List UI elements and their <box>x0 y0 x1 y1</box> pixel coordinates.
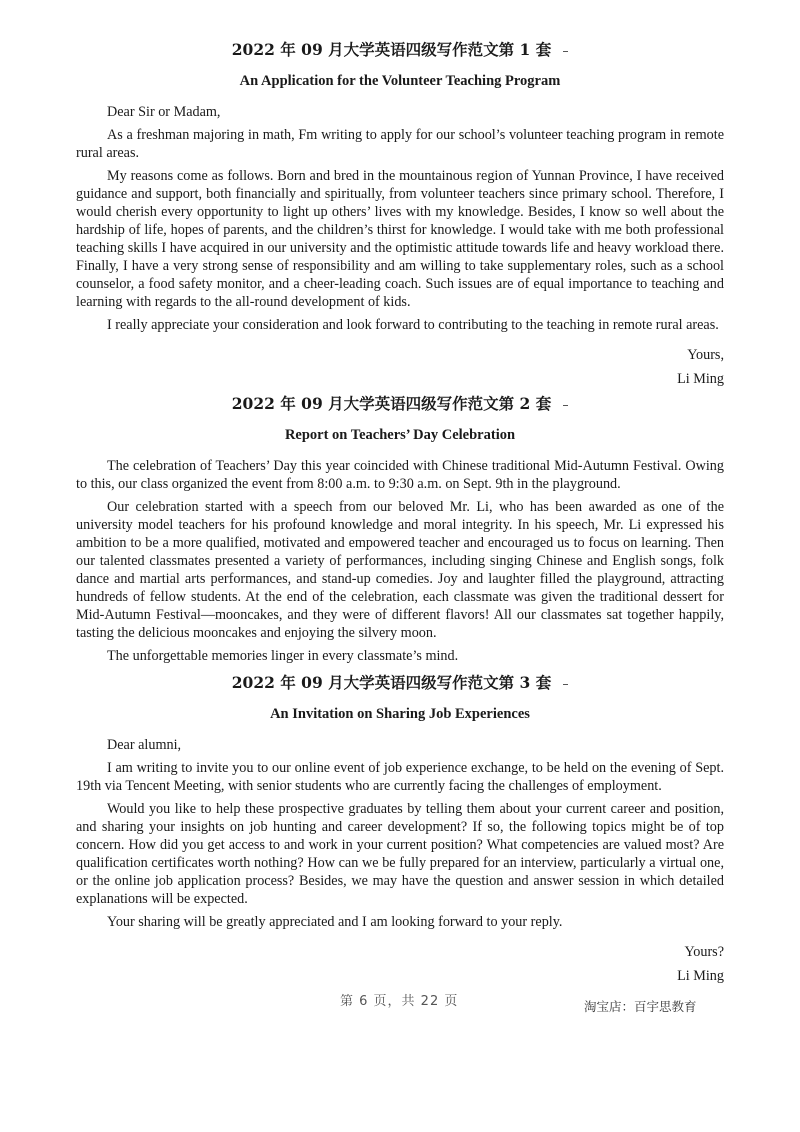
paragraph: The unforgettable memories linger in every classmate’s mind. <box>107 648 459 664</box>
salutation-1: Dear Sir or Madam, <box>107 104 221 120</box>
document-page <box>76 40 724 991</box>
paragraph: As a freshman majoring in math, Fm writing to apply for our school’s volunteer teaching program in remote rural areas. <box>76 127 724 161</box>
paragraph: My reasons come as follows. Born and bred in the mountainous region of Yunnan Province, I have received guidance and support, both financially and spiritually, from volunteer teachers since primary school. Therefore, I would cherish every opportunity to light up others’ lives with my knowledge. Besides, I know so well about the hardship of life, hopes of parents, and the children’s thirst for knowledge. I would take with me both professional teaching skills I have acquired in our university and the optimistic attitude towards life and heavy workload there. Finally, I have a very strong sense of responsibility and am willing to take supplementary roles, such as a school counselor, a food safety monitor, and a cheer-leading coach. Such issues are of equal importance to teaching and learning with regards to the all-round development of kids. <box>76 168 724 310</box>
signature-3: Li Ming <box>677 968 724 984</box>
essay-section-2 <box>76 394 724 665</box>
essay-title-3: An Invitation on Sharing Job Experiences <box>270 706 530 722</box>
closing-1: Yours, <box>687 347 724 363</box>
paragraph: I am writing to invite you to our online event of job experience exchange, to be held on the evening of Sept. 19th via Tencent Meeting, with senior students who are currently facing the challenges of employment. <box>76 760 724 794</box>
paragraph: The celebration of Teachers’ Day this year coincided with Chinese traditional Mid-Autumn Festival. Owing to this, our class organized the event from 8:00 a.m. to 9:30 a.m. on Sept. 9th in the playground. <box>76 458 724 492</box>
set-heading-3: 2022 年 09 月大学英语四级写作范文第 3 套 <box>76 673 724 693</box>
essay-title-1: An Application for the Volunteer Teaching Program <box>239 73 561 89</box>
closing-3: Yours? <box>684 944 724 960</box>
signoff-block-3 <box>76 943 724 985</box>
paragraph: Our celebration started with a speech from our beloved Mr. Li, who has been awarded as one of the university model teachers for his profound knowledge and moral integrity. In his speech, Mr. Li expressed his ambition to be a more qualified, motivated and empowered teacher and encouraged us to focus on learning. Then our talented classmates presented a variety of performances, including singing Chinese and English songs, folk dance and martial arts performances, and stand-up comedies. Joy and laughter filled the playground, attracting hundreds of fellow students. At the end of the celebration, each classmate was given the traditional dessert for Mid-Autumn Festival—mooncakes, and they were of different flavors! All our classmates sat together happily, tasting the delicious mooncakes and enjoying the silvery moon. <box>76 499 724 641</box>
set-heading-2: 2022 年 09 月大学英语四级写作范文第 2 套 <box>76 394 724 414</box>
paragraph: Would you like to help these prospective graduates by telling them about your current career and position, and sharing your insights on job hunting and career development? If so, the following topics might be of top concern. How did you get access to and work in your current position? What competencies are valued most? Are qualification certificates worth nothing? How can we be fully prepared for an interview, particularly a virtual one, or the online job application process? Besides, we may have the question and answer session in which detailed explanations will be expected. <box>76 801 724 907</box>
signoff-block-1 <box>76 346 724 388</box>
page-number: 第 6 页，共 22 页 <box>340 994 459 1009</box>
signature-1: Li Ming <box>677 371 724 387</box>
essay-section-3 <box>76 673 724 985</box>
paragraph: I really appreciate your consideration and look forward to contributing to the teaching in remote rural areas. <box>107 317 719 333</box>
salutation-3: Dear alumni, <box>107 737 182 753</box>
shop-watermark: 淘宝店：百宇思教育 <box>584 999 697 1014</box>
essay-section-1 <box>76 40 724 388</box>
paragraph: Your sharing will be greatly appreciated and I am looking forward to your reply. <box>107 914 563 930</box>
essay-title-2: Report on Teachers’ Day Celebration <box>284 427 516 443</box>
set-heading-1: 2022 年 09 月大学英语四级写作范文第 1 套 <box>76 40 724 60</box>
